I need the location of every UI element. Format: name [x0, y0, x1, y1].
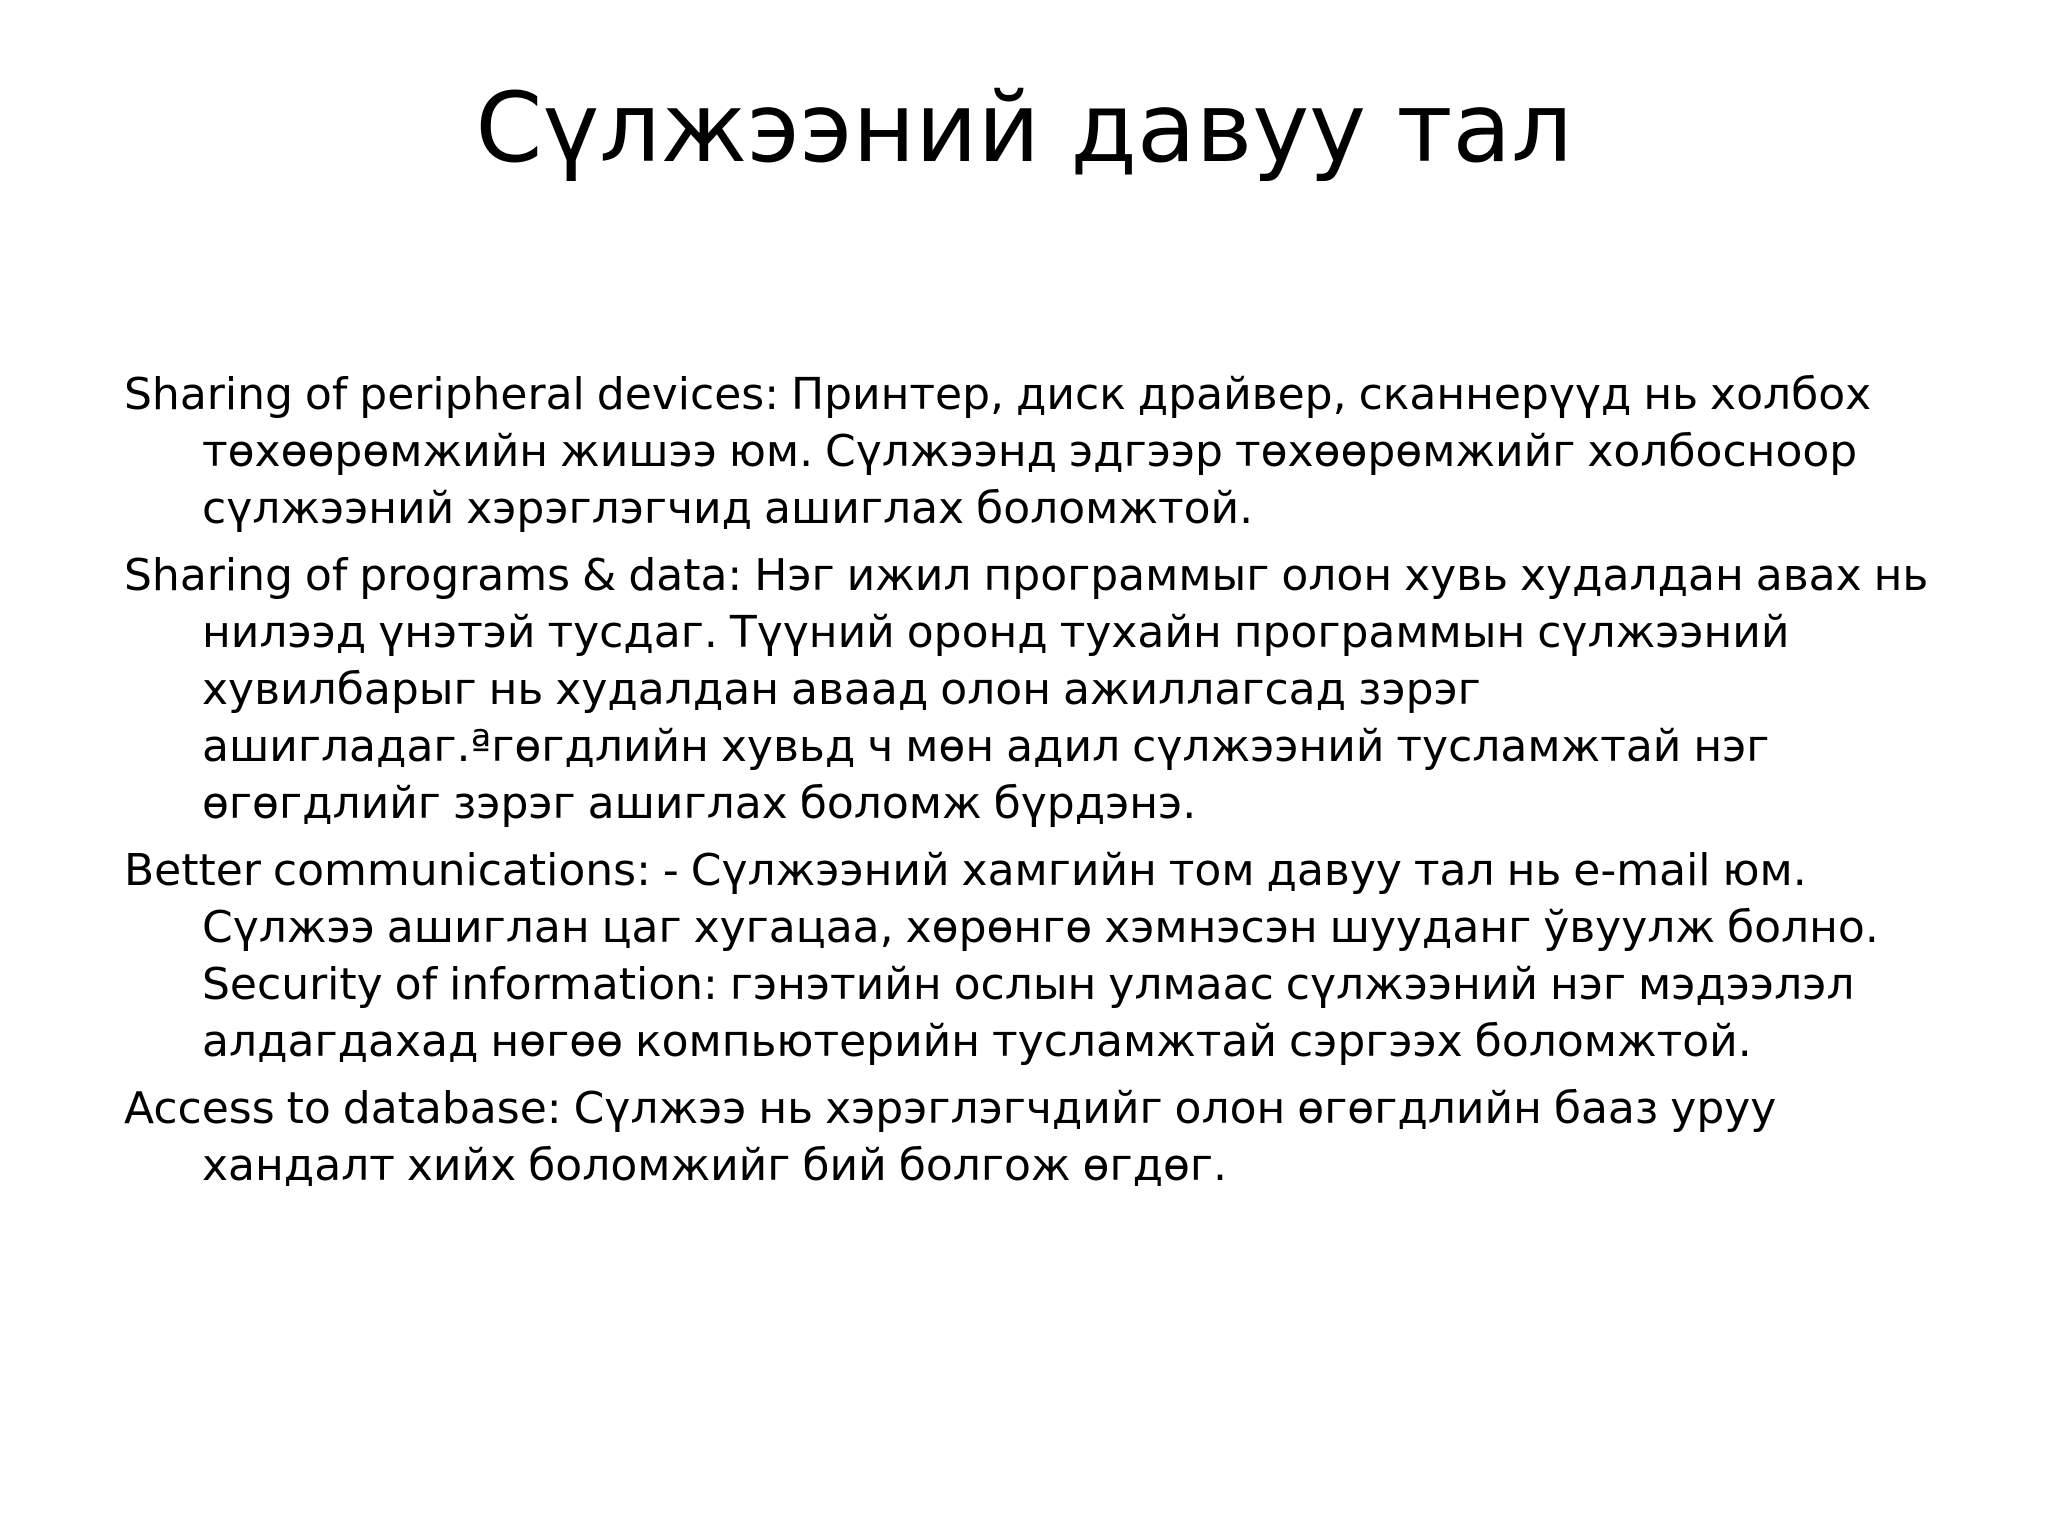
paragraph-database-access: Access to database: Сүлжээ нь хэрэглэгчдийг олон өгөгдлийн бааз уруу хандалт хийх боломжийг бий болгож өгдөг. [124, 1083, 1777, 1191]
slide-title: Сүлжээний давуу тал [475, 72, 1573, 184]
paragraph-peripheral-sharing: Sharing of peripheral devices: Принтер, диск драйвер, сканнерүүд нь холбох төхөөрөмжийн жишээ юм. Сүлжээнд эдгээр төхөөрөмжийг холбосноор сүлжээний хэрэглэгчид ашиглах боломжтой. [124, 369, 1872, 534]
paragraph-program-data-sharing: Sharing of programs & data: Нэг ижил программыг олон хувь худалдан авах нь нилээд үнэтэй тусдаг. Түүний оронд тухайн программын сүлжээний хувилбарыг нь худалдан аваад олон ажиллагсад зэрэг ашигладаг.ªгөгдлийн хувьд ч мөн адил сүлжээний тусламжтай нэг өгөгдлийг зэрэг ашиглах боломж бүрдэнэ. [124, 550, 1929, 829]
paragraph-communications: Better communications: - Сүлжээний хамгийн том давуу тал нь e-mail юм. Сүлжээ ашиглан цаг хугацаа, хөрөнгө хэмнэсэн шууданг ўвуулж болно. Security of information: гэнэтийн ослын улмаас сүлжээний нэг мэдээлэл алдагдахад нөгөө компьютерийн тусламжтай сэргээх боломжтой. [124, 845, 1879, 1067]
slide-body [124, 366, 1964, 1204]
